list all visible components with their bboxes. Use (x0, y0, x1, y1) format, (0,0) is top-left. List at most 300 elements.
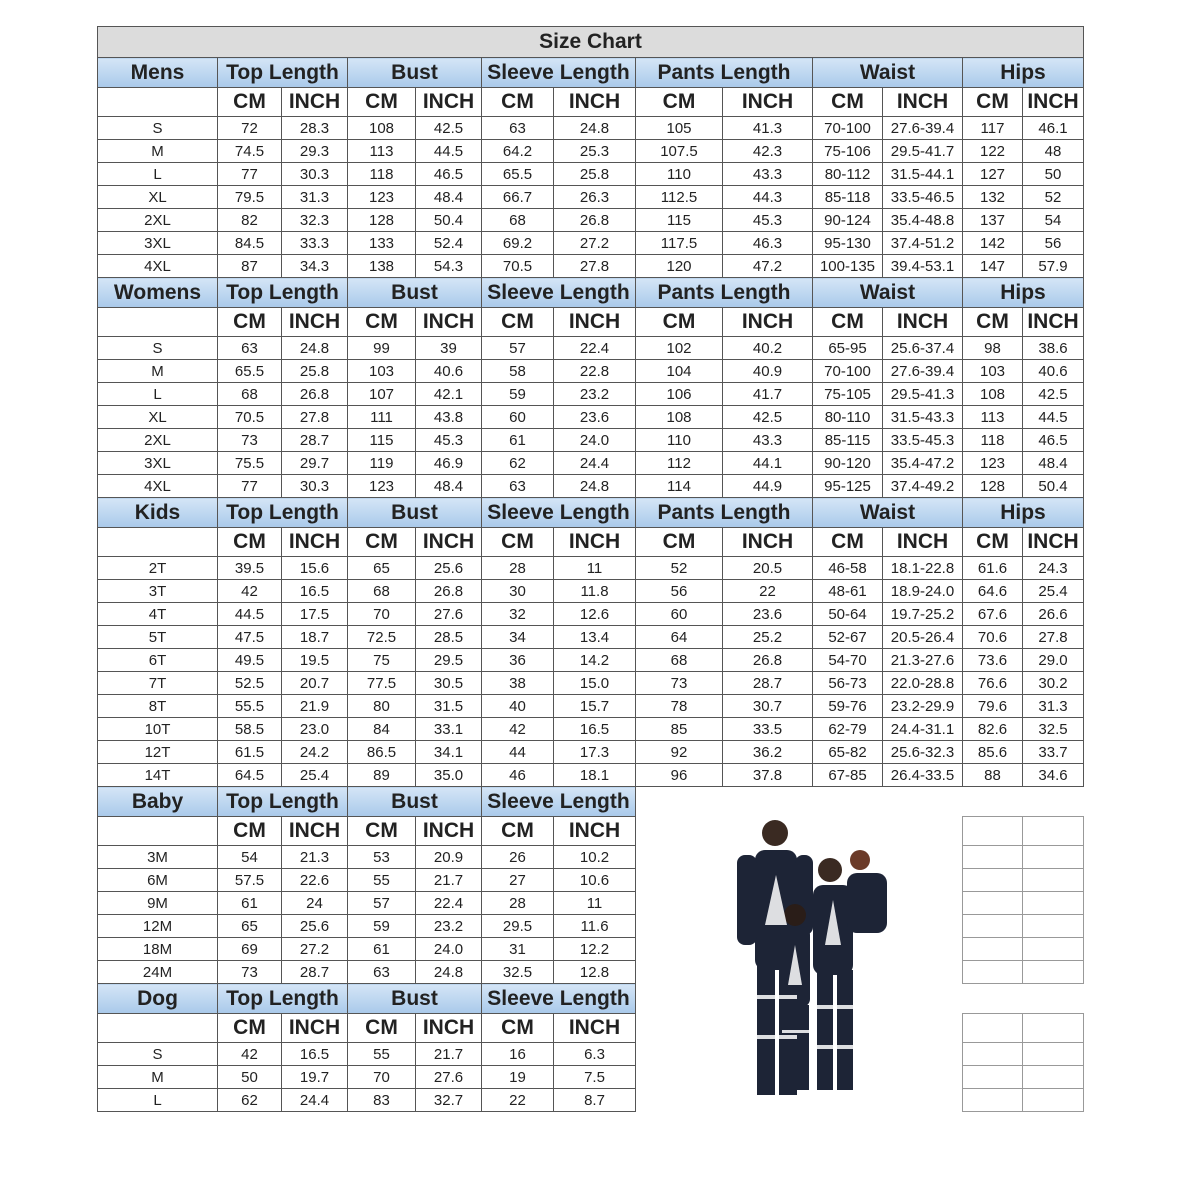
table-row (98, 1089, 1084, 1112)
table-cell: 127 (963, 163, 1023, 186)
unit-inch: INCH (282, 1014, 348, 1043)
table-cell: 26.8 (282, 383, 348, 406)
table-cell: 137 (963, 209, 1023, 232)
table-cell: 50.4 (416, 209, 482, 232)
table-cell: 7.5 (554, 1066, 636, 1089)
table-cell: 70 (348, 1066, 416, 1089)
table-cell: 57 (482, 337, 554, 360)
size-label: S (98, 1043, 218, 1066)
table-cell: 37.4-51.2 (883, 232, 963, 255)
table-cell: 42.3 (723, 140, 813, 163)
size-label: XL (98, 186, 218, 209)
units-row (98, 88, 1084, 117)
section-header-mens (98, 58, 1084, 88)
unit-cm: CM (218, 308, 282, 337)
table-cell: 19.7-25.2 (883, 603, 963, 626)
table-cell: 65.5 (482, 163, 554, 186)
table-cell: 107 (348, 383, 416, 406)
table-cell: 115 (636, 209, 723, 232)
table-cell: 39.4-53.1 (883, 255, 963, 278)
table-cell: 61.5 (218, 741, 282, 764)
empty-cell (963, 1089, 1023, 1112)
unit-inch: INCH (282, 528, 348, 557)
units-row (98, 308, 1084, 337)
table-cell: 22.8 (554, 360, 636, 383)
table-cell: 95-130 (813, 232, 883, 255)
size-label: 7T (98, 672, 218, 695)
table-cell: 40 (482, 695, 554, 718)
table-cell: 44.1 (723, 452, 813, 475)
table-cell: 18.7 (282, 626, 348, 649)
table-cell: 68 (218, 383, 282, 406)
unit-cm: CM (813, 308, 883, 337)
table-row (98, 163, 1084, 186)
size-label: L (98, 383, 218, 406)
empty-cell (1023, 817, 1084, 846)
table-cell: 54 (218, 846, 282, 869)
table-cell: 108 (963, 383, 1023, 406)
table-row (98, 869, 1084, 892)
table-cell: 35.4-48.8 (883, 209, 963, 232)
table-cell: 108 (348, 117, 416, 140)
table-cell: 19.7 (282, 1066, 348, 1089)
table-cell: 33.5-45.3 (883, 429, 963, 452)
unit-inch: INCH (282, 308, 348, 337)
units-label (98, 88, 218, 117)
unit-inch: INCH (883, 308, 963, 337)
table-cell: 118 (348, 163, 416, 186)
table-cell: 72 (218, 117, 282, 140)
table-cell: 87 (218, 255, 282, 278)
unit-cm: CM (963, 528, 1023, 557)
table-cell: 17.5 (282, 603, 348, 626)
table-cell: 23.0 (282, 718, 348, 741)
column-header: Waist (813, 278, 963, 308)
size-label: 5T (98, 626, 218, 649)
column-header: Top Length (218, 787, 348, 817)
table-cell: 22.4 (554, 337, 636, 360)
table-cell: 28.3 (282, 117, 348, 140)
table-cell: 14.2 (554, 649, 636, 672)
unit-inch: INCH (1023, 528, 1084, 557)
table-cell: 24.4-31.1 (883, 718, 963, 741)
table-cell: 92 (636, 741, 723, 764)
table-cell: 65-82 (813, 741, 883, 764)
table-cell: 62 (482, 452, 554, 475)
table-cell: 89 (348, 764, 416, 787)
units-label (98, 528, 218, 557)
table-cell: 27.6-39.4 (883, 360, 963, 383)
column-header: Top Length (218, 498, 348, 528)
table-cell: 60 (636, 603, 723, 626)
table-row (98, 672, 1084, 695)
table-cell: 34.6 (1023, 764, 1084, 787)
table-cell: 24.8 (554, 117, 636, 140)
unit-cm: CM (813, 528, 883, 557)
column-header: Pants Length (636, 278, 813, 308)
table-cell: 83 (348, 1089, 416, 1112)
table-cell: 24.0 (416, 938, 482, 961)
table-cell: 133 (348, 232, 416, 255)
table-row (98, 232, 1084, 255)
table-cell: 46.5 (1023, 429, 1084, 452)
empty-cell (963, 846, 1023, 869)
column-header: Bust (348, 58, 482, 88)
table-cell: 74.5 (218, 140, 282, 163)
table-cell: 46.5 (416, 163, 482, 186)
table-cell: 123 (348, 475, 416, 498)
table-cell: 21.7 (416, 869, 482, 892)
table-cell: 64 (636, 626, 723, 649)
table-cell: 112 (636, 452, 723, 475)
table-cell: 42 (218, 580, 282, 603)
table-cell: 33.3 (282, 232, 348, 255)
table-cell: 85-118 (813, 186, 883, 209)
table-cell: 102 (636, 337, 723, 360)
table-cell: 27.2 (554, 232, 636, 255)
unit-cm: CM (963, 88, 1023, 117)
table-cell: 96 (636, 764, 723, 787)
table-cell: 44.5 (416, 140, 482, 163)
table-cell: 70-100 (813, 117, 883, 140)
table-cell: 6.3 (554, 1043, 636, 1066)
unit-cm: CM (348, 88, 416, 117)
table-cell: 61 (348, 938, 416, 961)
column-header: Bust (348, 984, 482, 1014)
size-label: 18M (98, 938, 218, 961)
unit-inch: INCH (883, 528, 963, 557)
table-row (98, 360, 1084, 383)
empty-cell (963, 869, 1023, 892)
table-cell: 46.1 (1023, 117, 1084, 140)
size-label: M (98, 1066, 218, 1089)
table-cell: 66.7 (482, 186, 554, 209)
table-cell: 69 (218, 938, 282, 961)
table-cell: 31.5-44.1 (883, 163, 963, 186)
table-cell: 43.3 (723, 429, 813, 452)
table-cell: 40.2 (723, 337, 813, 360)
table-cell: 36.2 (723, 741, 813, 764)
unit-inch: INCH (723, 528, 813, 557)
table-cell: 15.6 (282, 557, 348, 580)
table-cell: 53 (348, 846, 416, 869)
table-cell: 29.0 (1023, 649, 1084, 672)
table-cell: 64.5 (218, 764, 282, 787)
table-cell: 65-95 (813, 337, 883, 360)
table-cell: 42.5 (1023, 383, 1084, 406)
size-label: 2XL (98, 429, 218, 452)
table-cell: 27 (482, 869, 554, 892)
table-cell: 44 (482, 741, 554, 764)
table-cell: 77 (218, 475, 282, 498)
empty-cell (963, 1043, 1023, 1066)
chart-title: Size Chart (98, 27, 1084, 58)
size-label: 2XL (98, 209, 218, 232)
table-cell: 54.3 (416, 255, 482, 278)
column-header: Hips (963, 498, 1084, 528)
table-cell: 20.7 (282, 672, 348, 695)
table-cell: 82 (218, 209, 282, 232)
unit-inch: INCH (554, 88, 636, 117)
table-row (98, 452, 1084, 475)
table-cell: 33.1 (416, 718, 482, 741)
empty-cell (1023, 938, 1084, 961)
table-cell: 67.6 (963, 603, 1023, 626)
table-cell: 31.5-43.3 (883, 406, 963, 429)
table-cell: 73 (636, 672, 723, 695)
table-cell: 48.4 (416, 475, 482, 498)
size-label: 12M (98, 915, 218, 938)
table-cell: 28.7 (282, 429, 348, 452)
table-cell: 63 (348, 961, 416, 984)
table-cell: 27.8 (282, 406, 348, 429)
table-cell: 57.5 (218, 869, 282, 892)
size-label: M (98, 140, 218, 163)
table-cell: 62 (218, 1089, 282, 1112)
table-cell: 70.5 (218, 406, 282, 429)
table-cell: 27.6-39.4 (883, 117, 963, 140)
table-cell: 90-120 (813, 452, 883, 475)
table-cell: 20.5-26.4 (883, 626, 963, 649)
size-label: 24M (98, 961, 218, 984)
table-cell: 22.0-28.8 (883, 672, 963, 695)
table-cell: 22 (482, 1089, 554, 1112)
table-cell: 45.3 (723, 209, 813, 232)
table-cell: 42.5 (416, 117, 482, 140)
table-cell: 19 (482, 1066, 554, 1089)
table-cell: 48-61 (813, 580, 883, 603)
size-label: 8T (98, 695, 218, 718)
table-cell: 31 (482, 938, 554, 961)
table-cell: 46 (482, 764, 554, 787)
size-label: 3XL (98, 232, 218, 255)
table-cell: 56 (636, 580, 723, 603)
table-cell: 58 (482, 360, 554, 383)
size-label: 2T (98, 557, 218, 580)
table-cell: 103 (963, 360, 1023, 383)
units-label (98, 308, 218, 337)
unit-inch: INCH (416, 88, 482, 117)
units-row (98, 1014, 1084, 1043)
table-cell: 11 (554, 557, 636, 580)
table-cell: 17.3 (554, 741, 636, 764)
table-cell: 80-110 (813, 406, 883, 429)
table-row (98, 255, 1084, 278)
unit-cm: CM (963, 308, 1023, 337)
unit-cm: CM (482, 817, 554, 846)
table-cell: 112.5 (636, 186, 723, 209)
table-cell: 123 (348, 186, 416, 209)
size-label: 6M (98, 869, 218, 892)
table-cell: 15.0 (554, 672, 636, 695)
table-cell: 65 (218, 915, 282, 938)
table-row (98, 695, 1084, 718)
size-label: 14T (98, 764, 218, 787)
table-cell: 24.4 (554, 452, 636, 475)
table-cell: 55.5 (218, 695, 282, 718)
table-cell: 12.2 (554, 938, 636, 961)
table-cell: 100-135 (813, 255, 883, 278)
table-cell: 10.2 (554, 846, 636, 869)
unit-inch: INCH (282, 88, 348, 117)
units-row (98, 817, 1084, 846)
size-chart-table (97, 26, 1084, 1112)
table-cell: 27.6 (416, 1066, 482, 1089)
table-cell: 60 (482, 406, 554, 429)
table-cell: 46.9 (416, 452, 482, 475)
unit-cm: CM (482, 1014, 554, 1043)
table-cell: 25.8 (282, 360, 348, 383)
table-cell: 88 (963, 764, 1023, 787)
table-row (98, 186, 1084, 209)
empty-cell (963, 892, 1023, 915)
table-cell: 65 (348, 557, 416, 580)
table-cell: 56-73 (813, 672, 883, 695)
table-cell: 63 (218, 337, 282, 360)
table-cell: 31.5 (416, 695, 482, 718)
table-cell: 22.4 (416, 892, 482, 915)
table-cell: 46.3 (723, 232, 813, 255)
table-cell: 19.5 (282, 649, 348, 672)
table-cell: 20.5 (723, 557, 813, 580)
table-cell: 63 (482, 117, 554, 140)
column-header: Pants Length (636, 498, 813, 528)
table-cell: 61 (218, 892, 282, 915)
table-row (98, 892, 1084, 915)
table-cell: 31.3 (1023, 695, 1084, 718)
column-header: Sleeve Length (482, 984, 636, 1014)
table-cell: 34.1 (416, 741, 482, 764)
units-label (98, 817, 218, 846)
table-cell: 117.5 (636, 232, 723, 255)
table-cell: 16 (482, 1043, 554, 1066)
empty-cell (1023, 846, 1084, 869)
table-cell: 42 (482, 718, 554, 741)
table-cell: 28.7 (723, 672, 813, 695)
table-cell: 105 (636, 117, 723, 140)
size-label: 3M (98, 846, 218, 869)
table-cell: 40.9 (723, 360, 813, 383)
unit-inch: INCH (554, 1014, 636, 1043)
table-cell: 113 (348, 140, 416, 163)
units-row (98, 528, 1084, 557)
empty-cell (1023, 1089, 1084, 1112)
unit-inch: INCH (416, 817, 482, 846)
table-row (98, 580, 1084, 603)
table-cell: 75-106 (813, 140, 883, 163)
table-cell: 24.8 (554, 475, 636, 498)
table-cell: 47.5 (218, 626, 282, 649)
table-cell: 99 (348, 337, 416, 360)
units-label (98, 1014, 218, 1043)
table-cell: 23.2 (554, 383, 636, 406)
table-cell: 76.6 (963, 672, 1023, 695)
table-cell: 21.3 (282, 846, 348, 869)
table-row (98, 337, 1084, 360)
table-cell: 37.4-49.2 (883, 475, 963, 498)
table-row (98, 626, 1084, 649)
empty-cell (1023, 915, 1084, 938)
unit-cm: CM (348, 1014, 416, 1043)
table-row (98, 406, 1084, 429)
table-cell: 54-70 (813, 649, 883, 672)
table-cell: 34.3 (282, 255, 348, 278)
table-cell: 12.6 (554, 603, 636, 626)
table-cell: 32.7 (416, 1089, 482, 1112)
table-cell: 45.3 (416, 429, 482, 452)
table-row (98, 117, 1084, 140)
table-cell: 11 (554, 892, 636, 915)
table-cell: 11.6 (554, 915, 636, 938)
table-cell: 52.4 (416, 232, 482, 255)
table-cell: 120 (636, 255, 723, 278)
table-cell: 22 (723, 580, 813, 603)
table-cell: 77 (218, 163, 282, 186)
table-cell: 56 (1023, 232, 1084, 255)
table-cell: 119 (348, 452, 416, 475)
table-cell: 27.2 (282, 938, 348, 961)
table-cell: 73 (218, 429, 282, 452)
table-cell: 30.5 (416, 672, 482, 695)
table-cell: 43.8 (416, 406, 482, 429)
table-cell: 13.4 (554, 626, 636, 649)
column-header: Waist (813, 58, 963, 88)
table-cell: 118 (963, 429, 1023, 452)
empty-cell (1023, 869, 1084, 892)
table-cell: 73.6 (963, 649, 1023, 672)
table-cell: 98 (963, 337, 1023, 360)
size-label: XL (98, 406, 218, 429)
unit-cm: CM (218, 528, 282, 557)
table-cell: 32 (482, 603, 554, 626)
table-row (98, 429, 1084, 452)
table-row (98, 718, 1084, 741)
table-cell: 108 (636, 406, 723, 429)
unit-inch: INCH (723, 308, 813, 337)
size-label: 6T (98, 649, 218, 672)
table-cell: 27.6 (416, 603, 482, 626)
table-cell: 68 (348, 580, 416, 603)
table-cell: 32.3 (282, 209, 348, 232)
table-cell: 147 (963, 255, 1023, 278)
empty-cell (1023, 961, 1084, 984)
table-cell: 114 (636, 475, 723, 498)
table-cell: 70.6 (963, 626, 1023, 649)
size-label: 3XL (98, 452, 218, 475)
unit-cm: CM (482, 528, 554, 557)
unit-cm: CM (813, 88, 883, 117)
table-cell: 48.4 (1023, 452, 1084, 475)
column-header: Sleeve Length (482, 787, 636, 817)
table-cell: 31.3 (282, 186, 348, 209)
section-name: Dog (98, 984, 218, 1014)
table-cell: 23.2-29.9 (883, 695, 963, 718)
table-cell: 85-115 (813, 429, 883, 452)
empty-cell (963, 1066, 1023, 1089)
unit-inch: INCH (416, 308, 482, 337)
unit-cm: CM (218, 1014, 282, 1043)
section-header-baby (98, 787, 1084, 817)
column-header: Top Length (218, 278, 348, 308)
table-cell: 78 (636, 695, 723, 718)
table-cell: 142 (963, 232, 1023, 255)
table-cell: 35.4-47.2 (883, 452, 963, 475)
table-cell: 26.3 (554, 186, 636, 209)
table-cell: 68 (636, 649, 723, 672)
column-header: Waist (813, 498, 963, 528)
table-cell: 107.5 (636, 140, 723, 163)
table-cell: 39 (416, 337, 482, 360)
